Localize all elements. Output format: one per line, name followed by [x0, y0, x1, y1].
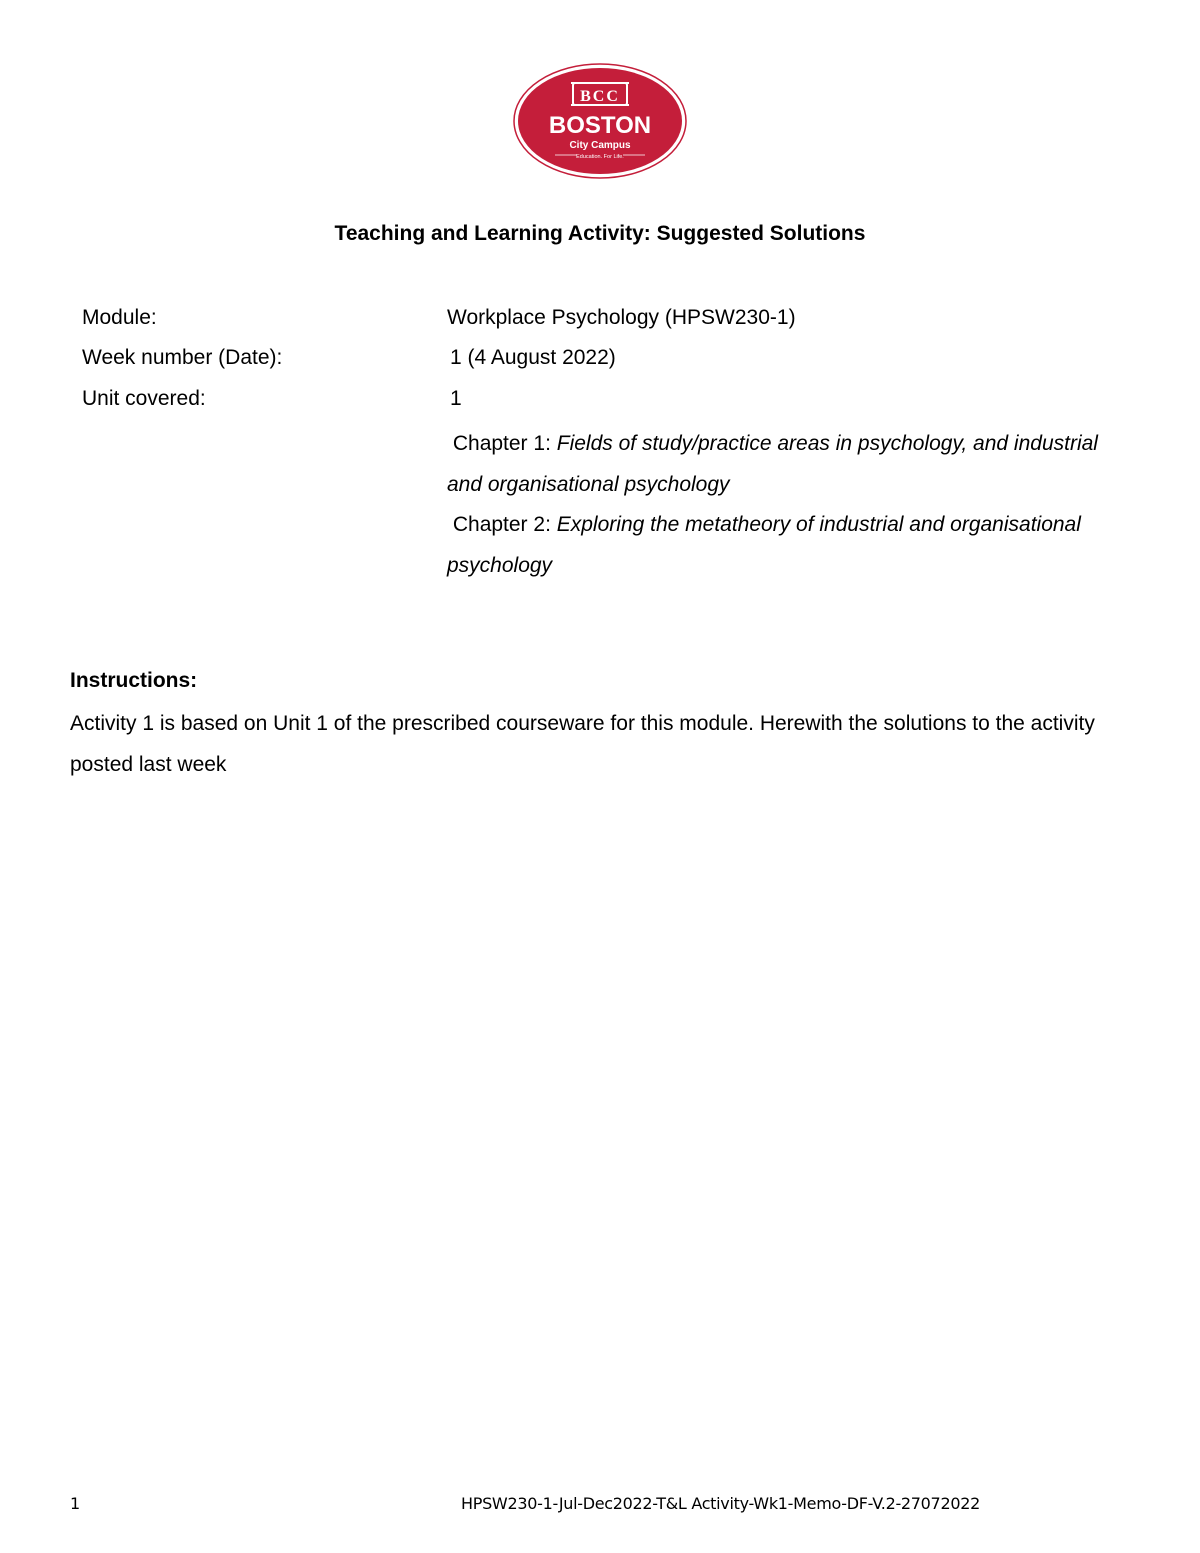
chapters-list	[447, 424, 1127, 586]
instructions-heading: Instructions:	[70, 669, 198, 692]
document-reference: HPSW230-1-Jul-Dec2022-T&L Activity-Wk1-Memo-DF-V.2-27072022	[461, 1494, 980, 1513]
week-label: Week number (Date):	[82, 346, 283, 369]
unit-label: Unit covered:	[82, 387, 206, 410]
svg-text:BCC: BCC	[580, 88, 620, 105]
boston-city-campus-logo	[513, 63, 687, 179]
svg-text:BOSTON: BOSTON	[548, 112, 652, 139]
svg-text:City Campus: City Campus	[569, 140, 631, 151]
week-value: 1 (4 August 2022)	[450, 346, 616, 369]
page-number: 1	[70, 1494, 81, 1513]
chapter-prefix: Chapter 2:	[452, 513, 557, 536]
document-title: Teaching and Learning Activity: Suggested Solutions	[334, 222, 866, 245]
instructions-body: Activity 1 is based on Unit 1 of the prescribed courseware for this module. Herewith the solutions to the activity posted last week	[70, 712, 1095, 776]
chapter-item	[447, 505, 1127, 586]
module-label: Module:	[82, 306, 157, 329]
svg-text:Education. For Life.: Education. For Life.	[576, 154, 624, 160]
chapter-title: Exploring the metatheory of industrial and organisational psychology	[447, 513, 1081, 577]
module-value: Workplace Psychology (HPSW230-1)	[447, 306, 796, 329]
unit-value: 1	[450, 387, 462, 410]
chapter-title: Fields of study/practice areas in psychology, and industrial and organisational psychology	[447, 432, 1098, 496]
chapter-item	[447, 424, 1127, 505]
chapter-prefix: Chapter 1:	[452, 432, 557, 455]
